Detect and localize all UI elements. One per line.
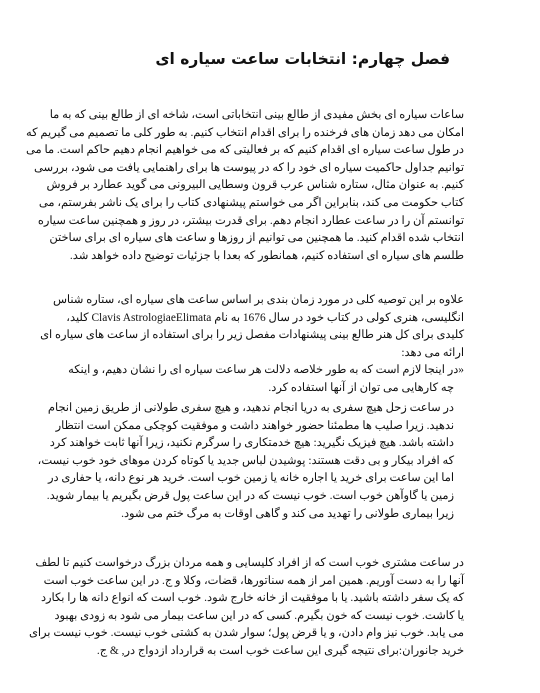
paragraph-line: که افراد بیکار و بی دقت هستند: پوشیدن لباس جدید یا کوتاه کردن موهای خود خوب نیست،: [37, 454, 454, 467]
paragraph-line: ساعات سیاره ای بخش مفیدی از طالع بینی انتخاباتی است، شاخه ای از طالع بینی که به ما: [49, 109, 464, 121]
paragraph-line: در ساعت زحل هیچ سفری به دریا انجام ندهید، و هیچ سفری طولانی از طریق زمین انجام: [47, 402, 454, 414]
paragraph-line: انگلیسی، هنری کولی در کتاب خود در سال 1676 به نام Clavis AstrologiaeElimata کلید،: [66, 311, 464, 324]
paragraph-quote-intro: [68, 362, 464, 397]
paragraph-line: امکان می دهد زمان های فرخنده را برای اقدام انتخاب کنیم. به طور کلی ما تصمیم می گیریم که: [26, 126, 464, 139]
paragraph-saturn: [38, 400, 454, 523]
paragraph-line: توانستم آن را در ساعت عطارد انجام دهم. برای قدرت بیشتر، در روز و همچنین ساعت سیاره: [37, 214, 464, 227]
paragraph-line: خرید جانوران:برای نتیجه گیری این ساعت خوب است به قرارداد ازدواج در, & ج.: [96, 644, 464, 657]
paragraph-line: «در اینجا لازم است که به طور خلاصه دلالت هر ساعت سیاره ای را نشان دهیم، و اینکه: [68, 364, 464, 376]
paragraph-line: می یابد. خوب نیز وام دادن، و یا قرض پول؛ سوار شدن به کشتی خوب نیست. خوب نیست برای: [28, 627, 464, 640]
paragraph-line: انتخاب شده اقدام کنید. ما همچنین می توانیم از روزها و ساعت های سیاره ای برای ساختن: [49, 232, 464, 245]
paragraph-line: که یک سفر داشته باشید. یا با موفقیت از خانه خارج شود. خوب است که انواع دانه ها را بکارد: [40, 592, 464, 605]
paragraph-line: ندهید. زیرا صلیب ها مطمئنا حضور خواهند داشت و موفقیت کوچکی ممکن است انتظار: [55, 419, 454, 432]
paragraph-line: در ساعت مشتری خوب است که از افراد کلیسایی و همه مردان بزرگ درخواست کنیم تا لطف: [35, 557, 464, 569]
paragraph-line: زمین یا گاوآهن خوب است. خوب نیست که در این ساعت پول قرض بگیریم یا بیمار شوید.: [46, 489, 454, 502]
paragraph-line: اما این ساعت برای خرید یا اجاره خانه یا زمین خوب است. خرید هر نوع دانه، یا حفاری در: [47, 472, 454, 485]
paragraph-line: آنها را به دست آوریم. همین امر از همه سناتورها، قضات، وکلا و ج. در این ساعت خوب است: [43, 574, 464, 587]
paragraph-line: ارائه می دهد:: [401, 346, 464, 359]
paragraph-line: چه کارهایی می توان از آنها استفاده کرد.: [268, 381, 454, 394]
paragraph-jupiter: [29, 555, 464, 661]
paragraph-lilly: [40, 292, 464, 362]
paragraph-line: کلیدی برای کل هنر طالع بینی پیشنهادات مفصل زیر را برای استفاده از ساعت های سیاره ای: [40, 329, 464, 342]
paragraph-line: کتاب حکومت می کند، بنابراین اگر می خواستم پیشنهادی کتاب را برای یک ناشر بفرستم، می: [38, 196, 464, 209]
paragraph-line: طلسم های سیاره ای استفاده کنیم، همانطور که بعدا با جزئیات توضیح داده خواهد شد.: [69, 249, 464, 262]
paragraph-line: زیرا بیماری طولانی را تهدید می کند و گاهی اوقات به مرگ ختم می شود.: [121, 507, 454, 520]
paragraph-line: یا کاشت. خوب نیست که خون بگیرم. کسی که در این ساعت بیمار می شود به زودی بهبود: [54, 609, 464, 622]
paragraph-line: توانیم جداول حاکمیت سیاره ای خود را که در پیوست ها برای راهنمایی یافت می شود، بررسی: [34, 161, 464, 174]
paragraph-line: داشته باشد. هیچ فیزیک نگیرید: هیچ خدمتکاری را سرگرم نکنید، زیرا آنها ثابت خواهند کرد: [49, 437, 454, 450]
paragraph-intro: [26, 107, 464, 265]
paragraph-line: کنیم. به عنوان مثال، ستاره شناس عرب قرون وسطایی البیرونی می گوید عطارد بر فروش: [46, 179, 464, 192]
paragraph-line: در طول ساعت سیاره ای اقدام کنیم که بر فعالیتی که می خواهیم انجام دهیم حاکم است. ما می: [26, 144, 464, 157]
paragraph-line: علاوه بر این توصیه کلی در مورد زمان بندی بر اساس ساعت های سیاره ای، ستاره شناس: [53, 294, 464, 306]
chapter-title: فصل چهارم: انتخابات ساعت سیاره ای: [155, 50, 450, 68]
